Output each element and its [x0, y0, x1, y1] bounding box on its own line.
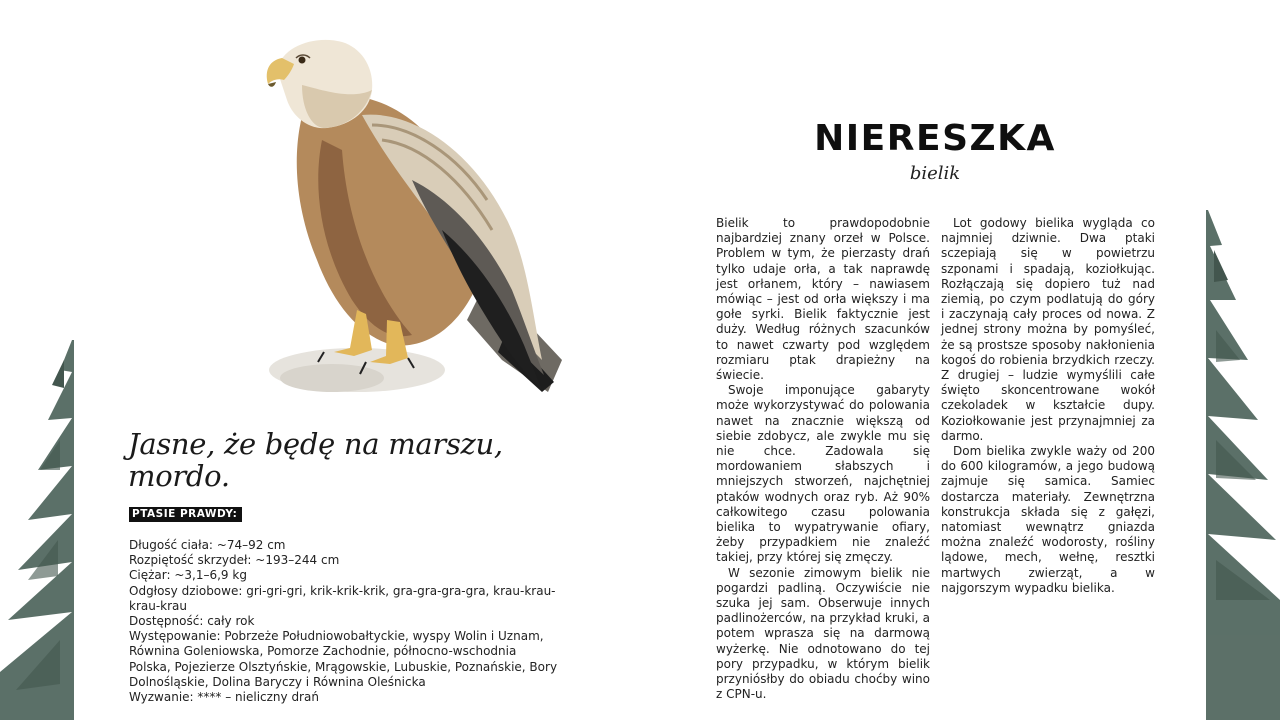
text-column-left	[716, 216, 930, 703]
fact-occurrence: Występowanie: Pobrzeże Południowobałtyckie, wyspy Wolin i Uznam, Równina Goleniowska, Pomorze Zachodnie, północno-wschodnia Polska, Pojezierze Olsztyńskie, Mrągowskie, Lubuskie, Poznańskie, Bory Dolnośląskie, Dolina Baryczy i Równina Oleśnicka	[129, 629, 558, 689]
fact-body-length: Długość ciała: ~74–92 cm	[129, 538, 286, 552]
paragraph: Dom bielika zwykle waży od 200 do 600 kilogramów, a jego budową zajmuje się samica. Samiec dostarcza materiały. Zewnętrzna konstrukcja składa się z gałęzi, natomiast wewnątrz gniazda można znaleźć wodorosty, rośliny lądowe, mech, wełnę, resztki martwych zwierząt, a w najgorszym wypadku bielika.	[941, 444, 1155, 595]
page-title: NIERESZKA	[814, 118, 1056, 159]
paragraph: Swoje imponujące gabaryty może wykorzystywać do polowania nawet na znacznie większą od siebie zdobycz, ale zwykle mu się nie chce. Zadowala się mordowaniem słabszych i mniejszych stworzeń, najchętniej ptaków wodnych oraz ryb. Aż 90% całkowitego czasu polowania bielika to wypatrywanie ofiary, żeby przypadkiem nie znaleźć takiej, przy której się zmęczy.	[716, 383, 930, 565]
fact-challenge: Wyzwanie: **** – nieliczny drań	[129, 690, 319, 705]
paragraph: Bielik to prawdopodobnie najbardziej znany orzeł w Polsce. Problem w tym, że pierzasty drań tylko udaje orła, a tak naprawdę jest orłanem, który – nawiasem mówiąc – jest od orła większy i ma gołe syrki. Bielik faktycznie jest duży. Według różnych szacunków to nawet czwarty pod względem rozmiaru ptak drapieżny na świecie.	[716, 216, 930, 383]
text-column-right	[941, 216, 1155, 596]
pine-tree-left-icon	[0, 0, 74, 720]
paragraph: W sezonie zimowym bielik nie pogardzi padliną. Oczywiście nie szuka jej sam. Obserwuje innych padlinożerców, na przykład kruki, a potem wprasza się na darmową wyżerkę. Nie odnotowano do tej pory przypadku, w którym bielik przyniósłby do obiadu choćby wino z CPN-u.	[716, 565, 930, 702]
fact-calls: Odgłosy dziobowe: gri-gri-gri, krik-krik-krik, gra-gra-gra-gra, krau-krau-krau-krau	[129, 583, 556, 613]
facts-list	[129, 538, 559, 705]
fact-availability: Dostępność: cały rok	[129, 614, 255, 629]
quote-heading: Jasne, że będę na marszu, mordo.	[128, 427, 503, 493]
eagle-illustration	[262, 30, 572, 410]
facts-label: PTASIE PRAWDY:	[129, 507, 242, 522]
page-subtitle: bielik	[909, 163, 961, 184]
pine-tree-right-icon	[1206, 0, 1280, 720]
fact-wingspan: Rozpiętość skrzydeł: ~193–244 cm	[129, 553, 340, 568]
fact-weight: Ciężar: ~3,1–6,9 kg	[129, 568, 247, 583]
paragraph: Lot godowy bielika wygląda co najmniej dziwnie. Dwa ptaki sczepiają się w powietrzu szponami i spadają, koziołkując. Rozłączają się dopiero tuż nad ziemią, po czym podlatują do góry i zaczynają cały proces od nowa. Z jednej strony można by pomyśleć, że są prostsze sposoby nakłonienia kogoś do robienia brzydkich rzeczy. Z drugiej – ludzie wymyślili całe święto skoncentrowane wokół czekoladek w kształcie dupy. Koziołkowanie jest przynajmniej za darmo.	[941, 216, 1155, 443]
